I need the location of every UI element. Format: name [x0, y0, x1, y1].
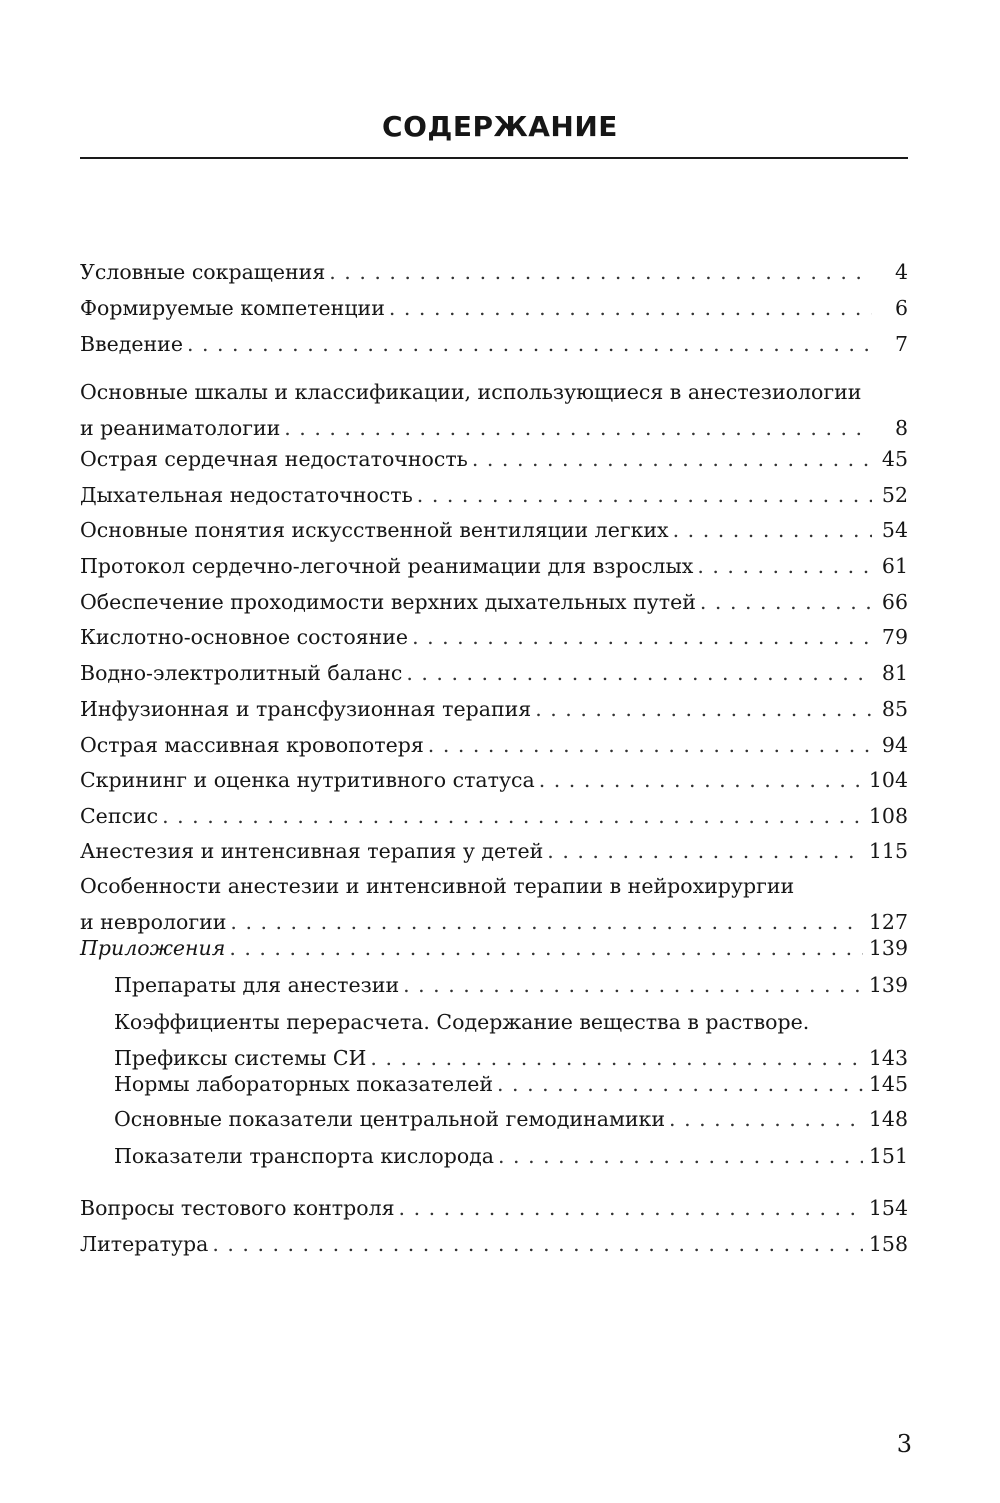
toc-entry-title: Вопросы тестового контроля: [80, 1196, 395, 1220]
title-divider: [80, 157, 908, 159]
toc-entry[interactable]: [80, 441, 908, 477]
toc-entry[interactable]: [80, 619, 908, 655]
toc-entry-title: Протокол сердечно-легочной реанимации для взрослых: [80, 554, 694, 578]
toc-entry[interactable]: [80, 290, 908, 326]
toc-entry-page: 79: [881, 625, 908, 649]
toc-entry-page: 143: [868, 1046, 908, 1070]
toc-entry[interactable]: [80, 1190, 908, 1226]
dot-leader: [229, 930, 863, 966]
dot-leader: [497, 1066, 863, 1102]
toc-entry-page: 81: [881, 661, 908, 685]
toc-entry-page: 8: [894, 416, 908, 440]
toc-entry-page: 52: [881, 483, 908, 507]
page-number: 3: [896, 1430, 912, 1458]
toc-entry-page: 85: [881, 697, 908, 721]
toc-entry-page: 139: [868, 973, 908, 997]
toc-entry[interactable]: [80, 691, 908, 727]
toc-entry-title: и неврологии: [80, 910, 227, 934]
toc-entry[interactable]: [80, 798, 908, 834]
toc-entry-page: 127: [868, 910, 908, 934]
toc-entry-title: Условные сокращения: [80, 260, 326, 284]
dot-leader: [329, 254, 872, 290]
toc-entry-title: Сепсис: [80, 804, 159, 828]
toc-entry-title-line1: Коэффициенты перерасчета. Содержание вещества в растворе.: [114, 1010, 810, 1034]
toc-entry-page: 66: [881, 590, 908, 614]
toc-entry-title: Препараты для анестезии: [114, 973, 400, 997]
dot-leader: [535, 691, 872, 727]
toc-entry[interactable]: [80, 512, 908, 548]
toc-entry-title: Водно-электролитный баланс: [80, 661, 403, 685]
toc-entry-page: 104: [868, 768, 908, 792]
toc-entry[interactable]: [80, 1226, 908, 1262]
toc-entry-title: Нормы лабораторных показателей: [114, 1072, 493, 1096]
dot-leader: [697, 548, 872, 584]
dot-leader: [417, 477, 872, 513]
toc-entry-page: 54: [881, 518, 908, 542]
toc-entry-page: 4: [894, 260, 908, 284]
toc-entry[interactable]: [80, 930, 908, 966]
toc-entry[interactable]: [80, 655, 908, 691]
toc-subentry[interactable]: [114, 1101, 908, 1137]
toc-entry[interactable]: [80, 762, 908, 798]
dot-leader: [399, 1190, 863, 1226]
toc-entry-page: 94: [881, 733, 908, 757]
dot-leader: [673, 512, 872, 548]
toc-entry-page: 158: [868, 1232, 908, 1256]
toc-entry[interactable]: [80, 548, 908, 584]
page-title: СОДЕРЖАНИЕ: [382, 110, 618, 143]
dot-leader: [403, 967, 863, 1003]
dot-leader: [428, 727, 872, 763]
toc-subentry[interactable]: [114, 1138, 908, 1174]
toc-entry[interactable]: [80, 254, 908, 290]
toc-entry-page: 148: [868, 1107, 908, 1131]
dot-leader: [539, 762, 863, 798]
toc-entry-title: Введение: [80, 332, 183, 356]
dot-leader: [406, 655, 872, 691]
toc-entry-page: 45: [881, 447, 908, 471]
toc-entry-title-line1: Особенности анестезии и интенсивной терапии в нейрохирургии: [80, 874, 795, 898]
toc-entry-title: Острая массивная кровопотеря: [80, 733, 424, 757]
dot-leader: [187, 326, 872, 362]
dot-leader: [498, 1138, 863, 1174]
toc-entry-page: 61: [881, 554, 908, 578]
toc-entry-page: 6: [894, 296, 908, 320]
toc-entry[interactable]: [80, 833, 908, 869]
toc-entry-title: Префиксы системы СИ: [114, 1046, 367, 1070]
toc-entry[interactable]: [80, 727, 908, 763]
toc-entry-title: Кислотно-основное состояние: [80, 625, 409, 649]
dot-leader: [472, 441, 872, 477]
toc-entry-title-line1: Основные шкалы и классификации, использующиеся в анестезиологии: [80, 380, 862, 404]
toc-entry-title: Анестезия и интенсивная терапия у детей: [80, 839, 544, 863]
toc-entry-title: Формируемые компетенции: [80, 296, 385, 320]
toc-entry-title: Основные показатели центральной гемодинамики: [114, 1107, 666, 1131]
toc-entry-page: 7: [894, 332, 908, 356]
toc-entry-title: Приложения: [80, 936, 226, 960]
toc-entry-page: 151: [868, 1144, 908, 1168]
toc-entry-title: Основные понятия искусственной вентиляции легких: [80, 518, 669, 542]
toc-entry-title: и реаниматологии: [80, 416, 281, 440]
dot-leader: [700, 584, 872, 620]
toc-subentry[interactable]: [114, 967, 908, 1003]
toc-entry[interactable]: [80, 374, 908, 446]
toc-entry-title: Скрининг и оценка нутритивного статуса: [80, 768, 535, 792]
toc-entry[interactable]: [80, 326, 908, 362]
toc-entry-title: Обеспечение проходимости верхних дыхательных путей: [80, 590, 696, 614]
toc-subentry[interactable]: [114, 1066, 908, 1102]
dot-leader: [669, 1101, 863, 1137]
toc-entry[interactable]: [80, 584, 908, 620]
toc-entry-page: 139: [868, 936, 908, 960]
toc-entry-title: Дыхательная недостаточность: [80, 483, 413, 507]
dot-leader: [212, 1226, 863, 1262]
toc-entry-title: Острая сердечная недостаточность: [80, 447, 468, 471]
toc-entry-page: 115: [868, 839, 908, 863]
toc-entry-page: 154: [868, 1196, 908, 1220]
dot-leader: [389, 290, 872, 326]
toc-entry-page: 108: [868, 804, 908, 828]
toc-entry-title: Инфузионная и трансфузионная терапия: [80, 697, 532, 721]
toc-entry-title: Литература: [80, 1232, 209, 1256]
dot-leader: [547, 833, 863, 869]
toc-entry-title: Показатели транспорта кислорода: [114, 1144, 495, 1168]
toc-entry-page: 145: [868, 1072, 908, 1096]
dot-leader: [162, 798, 863, 834]
toc-entry[interactable]: [80, 477, 908, 513]
dot-leader: [412, 619, 872, 655]
